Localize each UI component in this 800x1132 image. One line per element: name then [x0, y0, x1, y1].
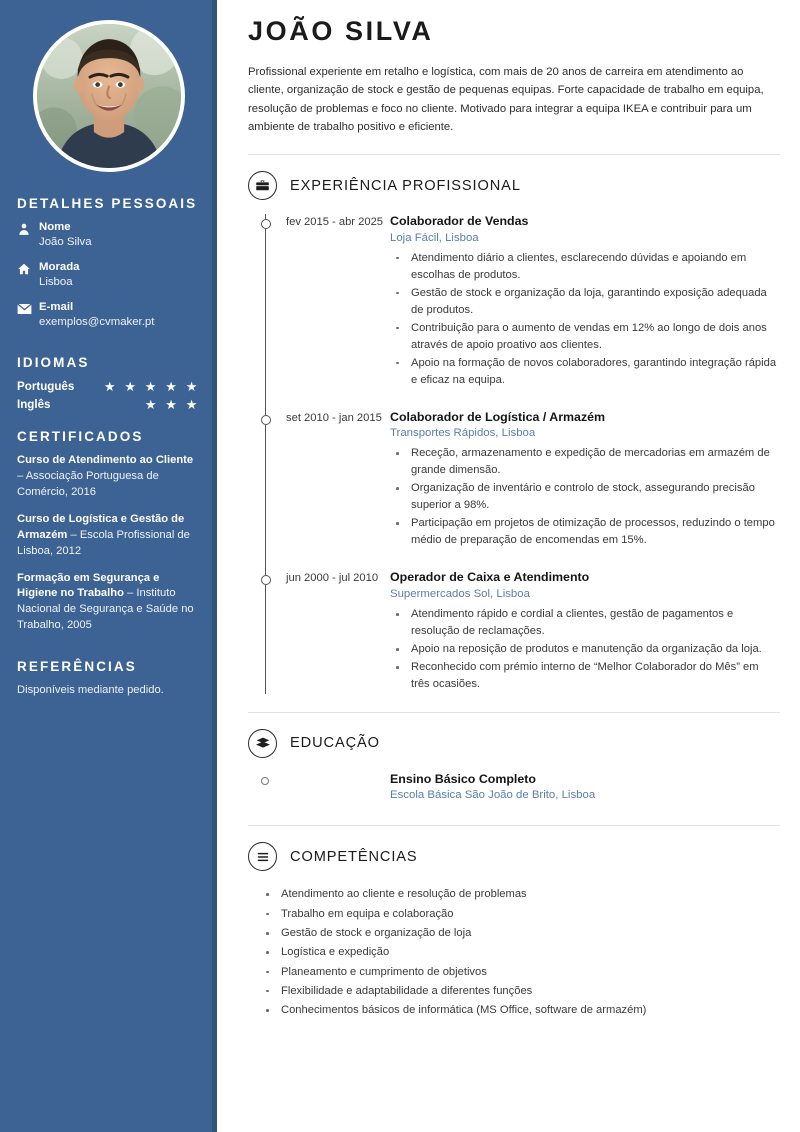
detail-value: Lisboa — [39, 275, 73, 288]
list-lines-icon — [248, 842, 277, 871]
skill-item: Atendimento ao cliente e resolução de problemas — [260, 885, 788, 904]
experience-heading: EXPERIÊNCIA PROFISSIONAL — [290, 177, 521, 194]
references-text: Disponíveis mediante pedido. — [17, 684, 164, 697]
skills-list — [248, 885, 788, 1020]
divider — [248, 825, 780, 826]
detail-value: exemplos@cvmaker.pt — [39, 315, 155, 328]
skill-item: Conhecimentos básicos de informática (MS Office, software de armazém) — [260, 1001, 788, 1020]
entry-dates — [248, 772, 390, 808]
photo-container — [17, 20, 200, 172]
main-content — [217, 0, 800, 1132]
personal-details-heading: DETALHES PESSOAIS — [17, 196, 198, 211]
bullet-item: Contribuição para o aumento de vendas em 12% ao longo de dois anos através de apoio proativo aos clientes. — [390, 320, 780, 354]
timeline-dot — [261, 219, 271, 229]
portrait-photo-illustration — [37, 24, 181, 168]
experience-entry — [248, 570, 788, 694]
experience-header — [248, 171, 788, 200]
certificate-title: Curso de Logística e Gestão de Armazém — [17, 512, 185, 541]
bullet-item: Receção, armazenamento e expedição de mercadorias em armazém de grande dimensão. — [390, 445, 780, 479]
education-timeline — [248, 772, 788, 808]
skill-item: Gestão de stock e organização de loja — [260, 924, 788, 943]
education-header — [248, 729, 788, 758]
timeline-dot — [261, 575, 271, 585]
divider — [248, 154, 780, 155]
briefcase-icon — [248, 171, 277, 200]
bullet-item: Atendimento diário a clientes, esclarecendo dúvidas e apoiando em escolhas de produtos. — [390, 250, 780, 284]
language-row — [17, 397, 200, 413]
home-icon — [17, 260, 39, 276]
detail-row-nome — [17, 220, 200, 249]
experience-entry — [248, 214, 788, 410]
detail-label: Nome — [39, 221, 71, 233]
page-title: JOÃO SILVA — [248, 16, 434, 46]
education-entry — [248, 772, 788, 808]
education-section — [248, 729, 788, 808]
references-section — [17, 659, 200, 699]
language-rating-stars: ★ ★ ★ — [144, 396, 200, 412]
experience-timeline — [248, 214, 788, 694]
entry-title: Colaborador de Logística / Armazém — [390, 409, 606, 424]
bullet-item: Apoio na formação de novos colaboradores, garantindo integração rápida e eficaz na equipa. — [390, 355, 780, 389]
certificate-title: Formação em Segurança e Higiene no Trabalho — [17, 571, 160, 600]
bullet-item: Organização de inventário e controlo de stock, assegurando precisão superior a 98%. — [390, 480, 780, 514]
certificates-section — [17, 429, 200, 634]
certificate-detail: – Instituto Nacional de Segurança e Saúde no Trabalho, 2005 — [17, 587, 194, 632]
skills-heading: COMPETÊNCIAS — [290, 848, 418, 865]
skill-item: Flexibilidade e adaptabilidade a diferentes funções — [260, 982, 788, 1001]
languages-heading: IDIOMAS — [17, 354, 90, 370]
entry-bullets — [390, 606, 780, 693]
certificate-detail: – Escola Profissional de Lisboa, 2012 — [17, 528, 190, 557]
entry-dates: fev 2015 - abr 2025 — [286, 216, 384, 229]
envelope-icon — [17, 300, 39, 316]
detail-row-morada — [17, 260, 200, 289]
entry-dates: jun 2000 - jul 2010 — [286, 572, 379, 585]
entry-organization: Transportes Rápidos, Lisboa — [390, 427, 536, 440]
entry-dates: set 2010 - jan 2015 — [286, 411, 382, 424]
language-rating-stars: ★ ★ ★ ★ ★ — [103, 378, 200, 394]
personal-details-section — [17, 196, 200, 330]
bullet-item: Gestão de stock e organização da loja, garantindo exposição adequada de produtos. — [390, 285, 780, 319]
skill-item: Trabalho em equipa e colaboração — [260, 905, 788, 924]
certificate-item — [17, 453, 200, 501]
timeline-dot — [261, 415, 271, 425]
skills-header — [248, 842, 788, 871]
person-icon — [17, 220, 39, 236]
certificate-item — [17, 512, 200, 560]
bullet-item: Apoio na reposição de produtos e manutenção da organização da loja. — [390, 641, 780, 658]
graduation-cap-icon — [248, 729, 277, 758]
entry-title: Ensino Básico Completo — [390, 771, 536, 786]
experience-entry — [248, 410, 788, 571]
bullet-item: Atendimento rápido e cordial a clientes, gestão de pagamentos e resolução de reclamações. — [390, 606, 780, 640]
avatar — [33, 20, 185, 172]
skill-item: Logística e expedição — [260, 943, 788, 962]
divider — [248, 712, 780, 713]
bullet-item: Reconhecido com prémio interno de “Melhor Colaborador do Mês” em três ocasiões. — [390, 659, 780, 693]
language-name: Português — [17, 380, 75, 394]
entry-organization: Supermercados Sol, Lisboa — [390, 587, 530, 600]
languages-section — [17, 355, 200, 414]
language-row — [17, 379, 200, 395]
entry-title: Colaborador de Vendas — [390, 214, 529, 229]
detail-label: Morada — [39, 261, 80, 274]
entry-bullets — [390, 445, 780, 549]
entry-title: Operador de Caixa e Atendimento — [390, 570, 590, 585]
certificate-item — [17, 571, 200, 635]
certificate-title: Curso de Atendimento ao Cliente — [17, 454, 194, 467]
bullet-item: Participação em projetos de otimização de processos, reduzindo o tempo médio de preparação de encomendas em 15%. — [390, 515, 780, 549]
detail-row-email — [17, 300, 200, 329]
sidebar — [0, 0, 217, 1132]
language-name: Inglês — [17, 398, 51, 412]
certificate-detail: – Associação Portuguesa de Comércio, 2016 — [17, 469, 159, 498]
entry-organization: Loja Fácil, Lisboa — [390, 231, 479, 244]
entry-organization: Escola Básica São João de Brito, Lisboa — [390, 789, 596, 802]
skills-section — [248, 842, 788, 1020]
entry-bullets — [390, 250, 780, 389]
certificates-heading: CERTIFICADOS — [17, 429, 144, 445]
experience-section — [248, 171, 788, 694]
detail-label: E-mail — [39, 301, 74, 314]
education-heading: EDUCAÇÃO — [290, 735, 380, 752]
timeline-dot — [261, 777, 269, 785]
profile-summary: Profissional experiente em retalho e logística, com mais de 20 anos de carreira em atendimento ao cliente, organização de stock e gestão de pequenas equipas. Forte capacidade de trabalho em equipa, resolução de problemas e foco no cliente. Motivado para integrar a equipa IKEA e contribuir para um ambiente de trabalho positivo e eficiente. — [248, 66, 764, 133]
skill-item: Planeamento e cumprimento de objetivos — [260, 963, 788, 982]
detail-value: João Silva — [39, 235, 92, 248]
references-heading: REFERÊNCIAS — [17, 659, 137, 675]
